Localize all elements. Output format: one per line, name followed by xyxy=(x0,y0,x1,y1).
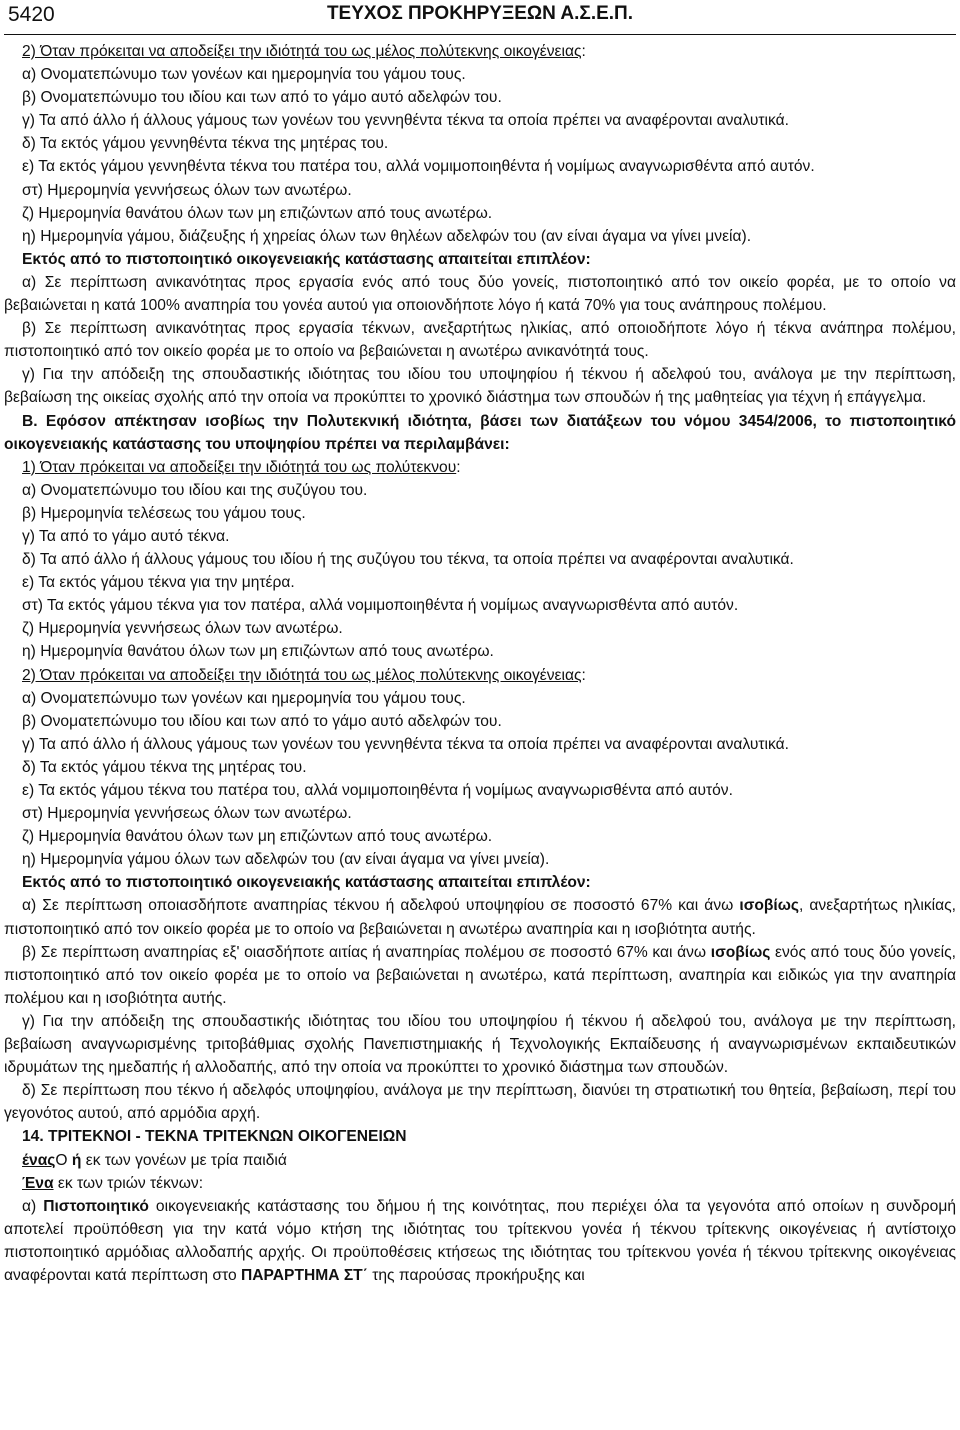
text-run: β) Ημερομηνία τελέσεως του γάμου τους. xyxy=(22,504,306,522)
text-run: α) Ονοματεπώνυμο των γονέων και ημερομηνία του γάμου τους. xyxy=(22,689,466,707)
paragraph xyxy=(4,640,956,663)
paragraph xyxy=(4,617,956,640)
text-run: δ) Τα εκτός γάμου τέκνα της μητέρας του. xyxy=(22,758,307,776)
text-run: β) Ονοματεπώνυμο του ιδίου και των από το γάμο αυτό αδελφών του. xyxy=(22,89,502,107)
paragraph xyxy=(4,479,956,502)
bold-text: ή xyxy=(71,1151,82,1169)
paragraph xyxy=(4,155,956,178)
paragraph xyxy=(4,1149,956,1172)
text-run: Ο xyxy=(55,1151,72,1169)
text-run: β) Σε περίπτωση ανικανότητας προς εργασία τέκνων, ανεξαρτήτως ηλικίας, από οποιοδήποτε λόγο ή τέκνα ανάπηρα πολέμου, πιστοποιητικό από τον οικείο φορέα με το οποίο να βεβαιώνεται η ανωτέρω ανικανότητά τους. xyxy=(4,320,956,361)
bold-text: ΠΑΡΑΡΤΗΜΑ ΣΤ΄ xyxy=(241,1266,368,1284)
paragraph xyxy=(4,1010,956,1079)
bold-heading: 14. ΤΡΙΤΕΚΝΟΙ - ΤΕΚΝΑ ΤΡΙΤΕΚΝΩΝ ΟΙΚΟΓΕΝΕΙΩΝ xyxy=(22,1128,407,1146)
text-run: , ανεξαρτήτως ηλικίας, πιστοποιητικό από τον οικείο φορέα με το οποίο να βεβαιώνεται η ανωτέρω αναπηρία και η ισοβιότητα αυτής. xyxy=(4,897,956,938)
document-body xyxy=(4,40,956,1287)
text-run: α) Ονοματεπώνυμο των γονέων και ημερομηνία του γάμου τους. xyxy=(22,66,466,84)
paragraph xyxy=(4,271,956,317)
text-run: στ) Ημερομηνία γεννήσεως όλων των ανωτέρω. xyxy=(22,181,352,199)
text-run: στ) Ημερομηνία γεννήσεως όλων των ανωτέρω. xyxy=(22,805,352,823)
bold-heading: Εκτός από το πιστοποιητικό οικογενειακής κατάστασης απαιτείται επιπλέον: xyxy=(22,250,591,268)
paragraph xyxy=(4,941,956,1010)
paragraph xyxy=(4,1079,956,1125)
text-run: γ) Για την απόδειξη της σπουδαστικής ιδιότητας του ιδίου του υποψηφίου ή τέκνου ή αδελφού του, ανάλογα με την περίπτωση, βεβαίωση αναγνωρισμένης τριτοβάθμιας σχολής Πανεπιστημιακής ή Τεχνολογικής Εκπαίδευσης ή αναγνωρισμένων εκπαιδευτικών ιδρυμάτων της ημεδαπής ή αλλοδαπής, από την οποία να προκύπτει το χρονικό διάστημα των σπουδών. xyxy=(4,1012,956,1077)
text-run: γ) Τα από άλλο ή άλλους γάμους των γονέων του γεννηθέντα τέκνα τα οποία πρέπει να αναφέρονται αναλυτικά. xyxy=(22,735,789,753)
paragraph xyxy=(4,317,956,363)
text-run: η) Ημερομηνία θανάτου όλων των μη επιζώντων από τους ανωτέρω. xyxy=(22,643,494,661)
text-run: ζ) Ημερομηνία θανάτου όλων των μη επιζώντων από τους ανωτέρω. xyxy=(22,204,493,222)
paragraph xyxy=(4,63,956,86)
text-run: ε) Τα εκτός γάμου τέκνα για την μητέρα. xyxy=(22,574,295,592)
paragraph xyxy=(4,548,956,571)
bold-text: ισοβίως xyxy=(710,943,771,961)
bold-heading: Β. Εφόσον απέκτησαν ισοβίως την Πολυτεκνική ιδιότητα, βάσει των διατάξεων του νόμου 3454/2006, το πιστοποιητικό οικογενειακής κατάστασης του υποψηφίου πρέπει να περιλαμβάνει: xyxy=(4,412,956,453)
bold-heading: Εκτός από το πιστοποιητικό οικογενειακής κατάστασης απαιτείται επιπλέον: xyxy=(22,874,591,892)
text-run: γ) Τα από το γάμο αυτό τέκνα. xyxy=(22,527,230,545)
text-run: δ) Σε περίπτωση που τέκνο ή αδελφός υποψηφίου, ανάλογα με την περίπτωση, διανύει τη στρατιωτική του θητεία, βεβαίωση, περί του γεγονότος αυτού, από αρμόδια αρχή. xyxy=(4,1082,956,1123)
text-run: η) Ημερομηνία γάμου όλων των αδελφών του (αν είναι άγαμα να γίνει μνεία). xyxy=(22,851,550,869)
paragraph xyxy=(4,733,956,756)
paragraph xyxy=(4,1172,956,1195)
paragraph xyxy=(4,40,956,63)
text-run: β) Σε περίπτωση αναπηρίας εξ' οιασδήποτε αιτίας ή αναπηρίας πολέμου σε ποσοστό 67% και άνω xyxy=(22,943,711,961)
paragraph xyxy=(4,664,956,687)
paragraph xyxy=(4,202,956,225)
bold-text: Ένα xyxy=(22,1174,54,1192)
text-run: δ) Τα εκτός γάμου γεννηθέντα τέκνα της μητέρας του. xyxy=(22,135,389,153)
text-run: ε) Τα εκτός γάμου τέκνα του πατέρα του, αλλά νομιμοποιηθέντα ή νομίμως αναγνωρισθέντα από αυτόν. xyxy=(22,782,733,799)
page-header xyxy=(4,0,956,35)
paragraph xyxy=(4,225,956,248)
paragraph xyxy=(4,525,956,548)
paragraph xyxy=(4,571,956,594)
paragraph xyxy=(4,1195,956,1287)
text-run: ε) Τα εκτός γάμου γεννηθέντα τέκνα του πατέρα του, αλλά νομιμοποιηθέντα ή νομίμως αναγνωρισθέντα από αυτόν. xyxy=(22,158,815,176)
paragraph xyxy=(4,825,956,848)
paragraph xyxy=(4,894,956,940)
text-run: δ) Τα από άλλο ή άλλους γάμους του ιδίου ή της συζύγου του τέκνα, τα οποία πρέπει να αναφέρονται αναλυτικά. xyxy=(22,551,794,569)
paragraph xyxy=(4,179,956,202)
paragraph xyxy=(4,687,956,710)
text-run: η) Ημερομηνία γάμου, διάζευξης ή χηρείας όλων των θηλέων αδελφών του (αν είναι άγαμα να γίνει μνεία). xyxy=(22,227,752,245)
text-run: ζ) Ημερομηνία θανάτου όλων των μη επιζώντων από τους ανωτέρω. xyxy=(22,828,493,846)
text-run: οικογενειακής κατάστασης του δήμου ή της κοινότητας, που περιέχει όλα τα γεγονότα από οποίων η συνδρομή αποτελεί προϋπόθεση για την κατά νόμο κτήση της ιδιότητας του τρίτεκνου γονέα ή τέκνου τρίτεκνης οικογένειας ή αντίστοιχο πιστοποιητικό αρμόδιας αλλοδαπής αρχής. Οι προϋποθέσεις κτήσεως της ιδιότητας του τρίτεκνου γονέα ή τέκνου τρίτεκνης οικογένειας αναφέρονται κατά περίπτωση στο xyxy=(4,1197,956,1284)
text-run: α) Σε περίπτωση ανικανότητας προς εργασία ενός από τους δύο γονείς, πιστοποιητικό από τον οικείο φορέα, με το οποίο να βεβαιώνεται η κατά 100% αναπηρία του γονέα αυτού για οποιονδήποτε λόγο ή κατά 70% για τους ανάπηρους πολέμου. xyxy=(4,273,956,315)
text-run: ενός από τους δύο γονείς, πιστοποιητικό από τον οικείο φορέα με το οποίο να βεβαιώνεται η ανωτέρω, κατά περίπτωση, αναπηρία και ειδικώς για την αναπηρία πολέμου και η ισοβιότητα αυτής. xyxy=(4,943,956,1007)
gazette-title: ΤΕΥΧΟΣ ΠΡΟΚΗΡΥΞΕΩΝ Α.Σ.Ε.Π. xyxy=(326,3,634,24)
text-run: : xyxy=(456,458,461,476)
underlined-text: 1) Όταν πρόκειται να αποδείξει την ιδιότητά του ως πολύτεκνου xyxy=(22,458,457,476)
text-run: γ) Για την απόδειξη της σπουδαστικής ιδιότητας του ιδίου του υποψηφίου ή τέκνου ή αδελφού του, ανάλογα με την περίπτωση, βεβαίωση της οικείας σχολής από την οποία να προκύπτει το χρονικό διάστημα των σπουδών ή της μαθητείας για τέχνη ή επάγγελμα. xyxy=(4,366,956,407)
text-run: ζ) Ημερομηνία γεννήσεως όλων των ανωτέρω. xyxy=(22,620,343,638)
paragraph xyxy=(4,132,956,155)
page-number: 5420 xyxy=(8,3,55,26)
text-run: εκ των γονέων με τρία παιδιά xyxy=(81,1151,287,1169)
text-run: της παρούσας προκήρυξης και xyxy=(367,1266,585,1284)
text-run: : xyxy=(581,43,586,60)
paragraph xyxy=(4,756,956,779)
text-run: β) Ονοματεπώνυμο του ιδίου και των από το γάμο αυτό αδελφών του. xyxy=(22,712,502,730)
text-run: α) Ονοματεπώνυμο του ιδίου και της συζύγου του. xyxy=(22,481,368,499)
text-run: στ) Τα εκτός γάμου τέκνα για τον πατέρα, αλλά νομιμοποιηθέντα ή νομίμως αναγνωρισθέντα από αυτόν. xyxy=(22,597,739,615)
paragraph xyxy=(4,456,956,479)
text-run: α) Σε περίπτωση οποιασδήποτε αναπηρίας τέκνου ή αδελφού υποψηφίου σε ποσοστό 67% και άνω xyxy=(22,897,740,915)
bold-text: ισοβίως xyxy=(739,897,800,915)
text-run: εκ των τριών τέκνων: xyxy=(53,1174,204,1192)
text-run: α) xyxy=(22,1197,44,1215)
paragraph xyxy=(4,363,956,409)
bold-text: Πιστοποιητικό xyxy=(43,1197,149,1215)
paragraph xyxy=(4,802,956,825)
paragraph xyxy=(4,779,956,802)
text-run: γ) Τα από άλλο ή άλλους γάμους των γονέων του γεννηθέντα τέκνα τα οποία πρέπει να αναφέρονται αναλυτικά. xyxy=(22,112,789,130)
text-run: : xyxy=(581,666,586,684)
paragraph xyxy=(4,710,956,733)
underlined-text: 2) Όταν πρόκειται να αποδείξει την ιδιότητά του ως μέλος πολύτεκνης οικογένειας xyxy=(22,666,582,684)
paragraph xyxy=(4,594,956,617)
underlined-text: 2) Όταν πρόκειται να αποδείξει την ιδιότητά του ως μέλος πολύτεκνης οικογένειας xyxy=(22,43,582,60)
paragraph xyxy=(4,848,956,871)
paragraph xyxy=(4,86,956,109)
paragraph xyxy=(4,502,956,525)
paragraph xyxy=(4,109,956,132)
bold-text: ένας xyxy=(22,1151,56,1169)
